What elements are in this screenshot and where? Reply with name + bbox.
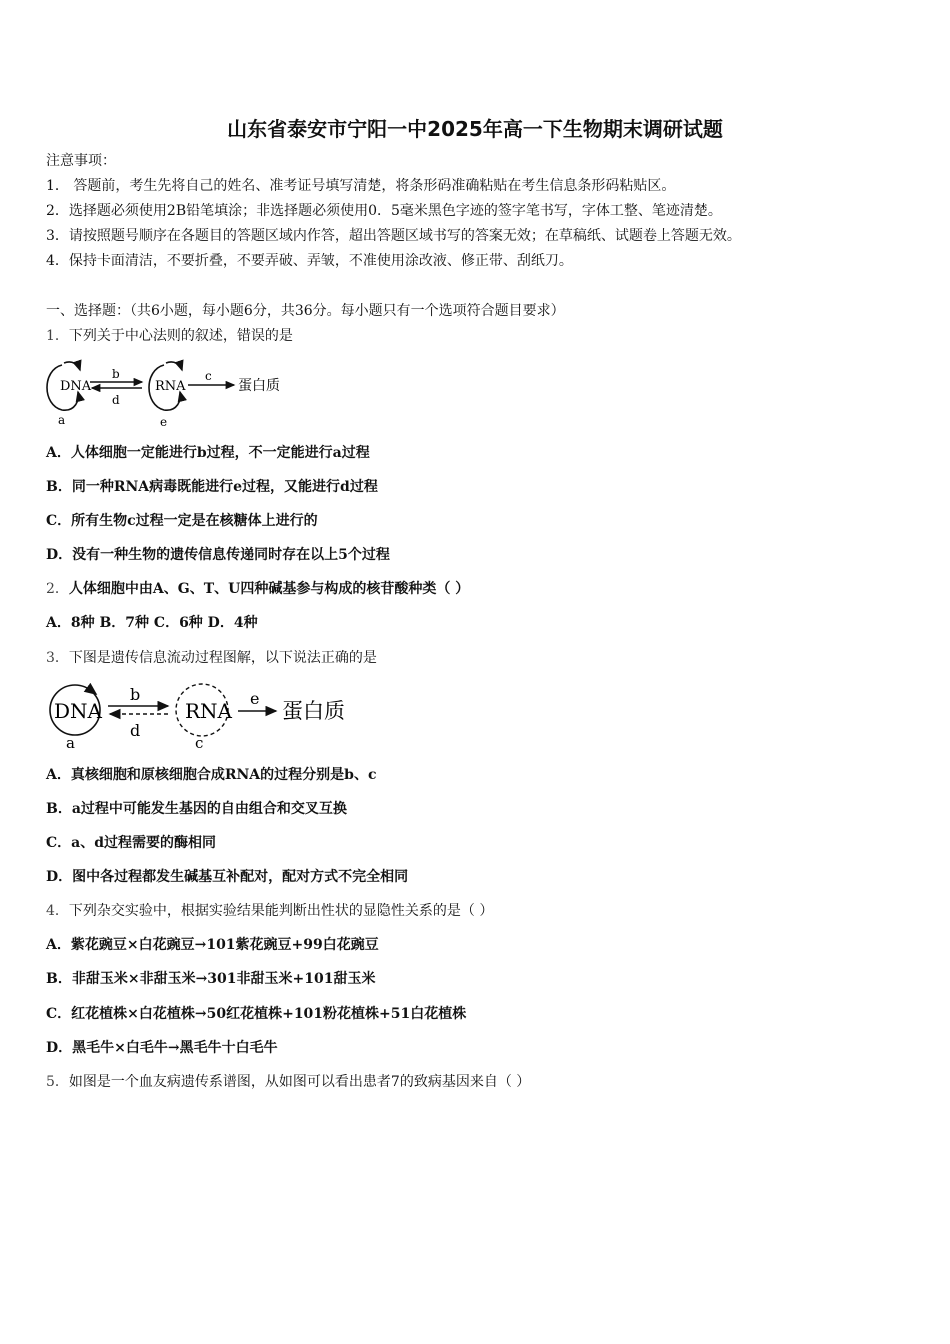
central-dogma-diagram-1 [42,350,292,430]
page-title: 山东省泰安市宁阳一中2025年高一下生物期末调研试题 [227,117,723,141]
label-d: d [112,393,120,407]
q4-option-c: C．红花植株×白花植株→50红花植株+101粉花植株+51白花植株 [46,1006,467,1022]
question-stem: 如图是一个血友病遗传系谱图，从如图可以看出患者7的致病基因来自（ ） [68,1074,531,1090]
notice-item-2: 2．选择题必须使用2B铅笔填涂；非选择题必须使用0．5毫米黑色字迹的签字笔书写，字体工整、笔迹清楚。 [46,203,722,219]
label-c: c [195,734,204,752]
label-e: e [250,689,260,708]
q3-option-a: A．真核细胞和原核细胞合成RNA的过程分别是b、c [46,767,377,783]
notice-heading: 注意事项： [46,153,116,169]
q4-option-b: B．非甜玉米×非甜玉米→301非甜玉米+101甜玉米 [46,971,376,987]
diagram-rna-label: RNA [155,379,186,394]
label-c: c [205,369,212,383]
diagram-protein-label: 蛋白质 [238,378,280,394]
label-e: e [160,415,168,429]
notice-item-1: 1． 答题前，考生先将自己的姓名、准考证号填写清楚，将条形码准确粘贴在考生信息条形码粘贴区。 [46,178,676,194]
notice-item-4: 4．保持卡面清洁，不要折叠，不要弄破、弄皱，不准使用涂改液、修正带、刮纸刀。 [46,253,573,269]
diagram-dna-label: DNA [60,379,92,394]
label-a: a [66,734,75,752]
q1-option-d: D．没有一种生物的遗传信息传递同时存在以上5个过程 [46,547,390,563]
diagram-protein-label: 蛋白质 [282,699,345,723]
diagram-dna-label: DNA [54,699,102,723]
diagram-rna-label: RNA [185,699,233,723]
label-d: d [130,721,141,740]
q1-option-a: A．人体细胞一定能进行b过程，不一定能进行a过程 [46,445,370,461]
question-number: 3． [46,650,69,666]
question-number: 5． [46,1074,69,1090]
q3-option-b: B．a过程中可能发生基因的自由组合和交叉互换 [46,801,347,817]
q3-option-c: C．a、d过程需要的酶相同 [46,835,217,851]
label-b: b [130,685,141,704]
q4-option-d: D．黑毛牛×白毛牛→黑毛牛十白毛牛 [46,1040,278,1056]
question-3 [46,648,377,668]
question-number: 4． [46,903,69,919]
q3-option-d: D．图中各过程都发生碱基互补配对，配对方式不完全相同 [46,869,409,885]
question-number: 2． [46,581,69,597]
question-stem: 下图是遗传信息流动过程图解，以下说法正确的是 [68,650,377,666]
label-b: b [112,367,120,381]
q1-option-c: C．所有生物c过程一定是在核糖体上进行的 [46,513,318,529]
question-stem: 下列杂交实验中，根据实验结果能判断出性状的显隐性关系的是（ ） [68,903,494,919]
question-stem: 人体细胞中由A、G、T、U四种碱基参与构成的核苷酸种类（ ） [68,581,470,597]
question-5 [46,1072,530,1092]
question-1 [46,326,293,346]
q1-option-b: B．同一种RNA病毒既能进行e过程，又能进行d过程 [46,479,378,495]
section-heading: 一、选择题：（共6小题，每小题6分，共36分。每小题只有一个选项符合题目要求） [46,303,565,319]
question-stem: 下列关于中心法则的叙述，错误的是 [68,328,293,344]
question-4 [46,901,493,921]
label-a: a [58,413,66,427]
q4-option-a: A．紫花豌豆×白花豌豆→101紫花豌豆+99白花豌豆 [46,937,379,953]
question-2 [46,579,469,599]
q2-options: A．8种 B．7种 C．6种 D．4种 [46,615,258,631]
notice-item-3: 3．请按照题号顺序在各题目的答题区域内作答，超出答题区域书写的答案无效；在草稿纸、试题卷上答题无效。 [46,228,741,244]
central-dogma-diagram-3 [42,680,362,755]
question-number: 1． [46,328,69,344]
